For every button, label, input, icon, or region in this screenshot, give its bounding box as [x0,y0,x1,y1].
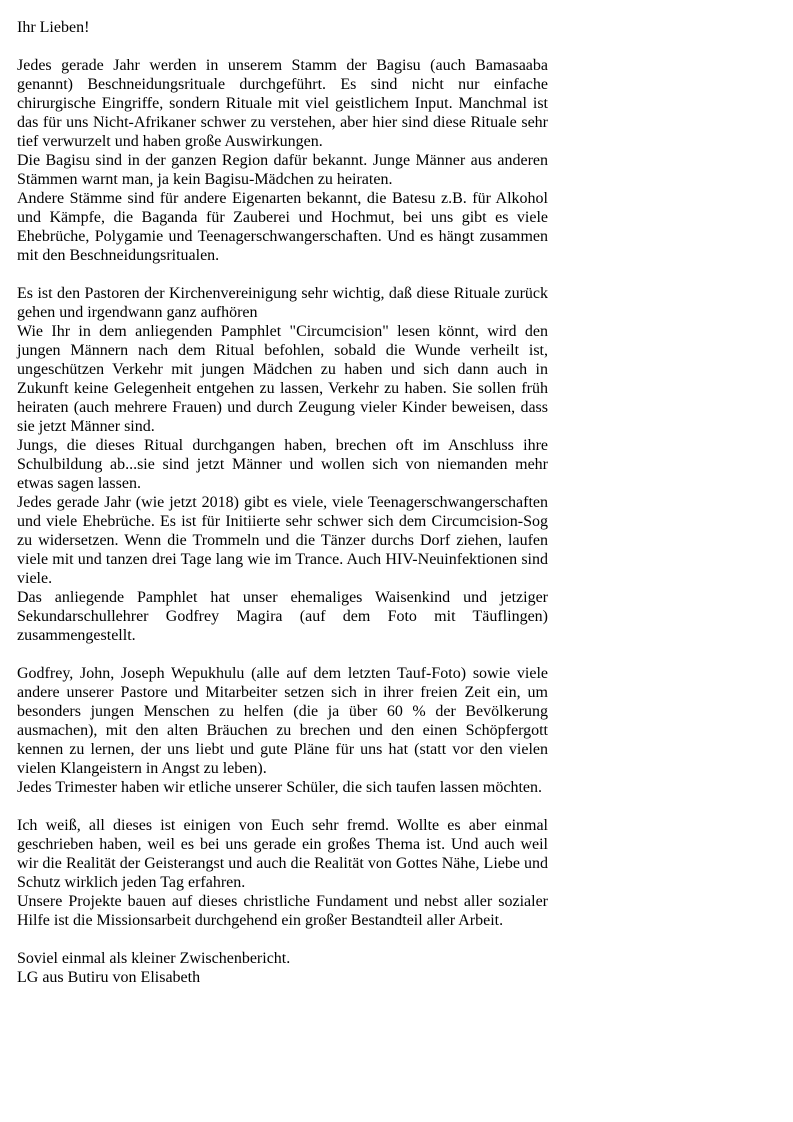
paragraph-reflection: Ich weiß, all dieses ist einigen von Euch sehr fremd. Wollte es aber einmal geschrieben haben, weil es bei uns gerade ein großes Thema ist. Und auch weil wir die Realität der Geisterangst und auch die Realität von Gottes Nähe, Liebe und Schutz wirklich jeden Tag erfahren. [17,817,548,891]
block-closing [17,949,548,987]
paragraph-bagisu-reputation: Die Bagisu sind in der ganzen Region dafür bekannt. Junge Männer aus anderen Stämmen warnt man, ja kein Bagisu-Mädchen zu heiraten. [17,152,548,188]
closing-line: Soviel einmal als kleiner Zwischenbericht. [17,950,291,967]
paragraph-mission-foundation: Unsere Projekte bauen auf dieses christliche Fundament und nebst aller sozialer Hilfe ist die Missionsarbeit durchgehend ein großer Bestandteil aller Arbeit. [17,893,548,929]
paragraph-rituals-intro: Jedes gerade Jahr werden in unserem Stamm der Bagisu (auch Bamasaaba genannt) Beschneidungsrituale durchgeführt. Es sind nicht nur einfache chirurgische Eingriffe, sondern Rituale mit viel geistlichem Input. Manchmal ist das für uns Nicht-Afrikaner schwer zu verstehen, aber hier sind diese Rituale sehr tief verwurzelt und haben große Auswirkungen. [17,57,548,150]
block-reflection [17,816,548,930]
block-coworkers [17,664,548,797]
block-greeting [17,18,548,37]
paragraph-coworkers: Godfrey, John, Joseph Wepukhulu (alle auf dem letzten Tauf-Foto) sowie viele andere unserer Pastore und Mitarbeiter setzen sich in ihrer freien Zeit ein, um besonders jungen Menschen zu helfen (die ja über 60 % der Bevölkerung ausmachen), mit den alten Bräuchen zu brechen und den einen Schöpfergott kennen zu lernen, der uns liebt und gute Pläne für uns hat (statt vor den vielen vielen Klangeistern in Angst zu leben). [17,665,548,777]
greeting: Ihr Lieben! [17,19,90,36]
block-intro-bagisu [17,56,548,265]
block-rituals-details [17,284,548,645]
paragraph-pamphlet-circumcision: Wie Ihr in dem anliegenden Pamphlet "Circumcision" lesen könnt, wird den jungen Männern nach dem Ritual befohlen, sobald die Wunde verheilt ist, ungeschützen Verkehr mit jungen Mädchen zu haben und sich dann auch in Zukunft keine Gelegenheit entgehen zu lassen, Verkehr zu haben. Sie sollen früh heiraten (auch mehrere Frauen) und durch Zeugung vieler Kinder beweisen, dass sie jetzt Männer sind. [17,323,548,435]
paragraph-pamphlet-author: Das anliegende Pamphlet hat unser ehemaliges Waisenkind und jetziger Sekundarschullehrer Godfrey Magira (auf dem Foto mit Täuflingen) zusammengestellt. [17,589,548,644]
letter-content [17,18,548,987]
paragraph-baptisms: Jedes Trimester haben wir etliche unserer Schüler, die sich taufen lassen möchten. [17,779,542,796]
paragraph-school-dropout: Jungs, die dieses Ritual durchgangen haben, brechen oft im Anschluss ihre Schulbildung ab...sie sind jetzt Männer und wollen sich von niemanden mehr etwas sagen lassen. [17,437,548,492]
paragraph-even-years: Jedes gerade Jahr (wie jetzt 2018) gibt es viele, viele Teenagerschwangerschaften und viele Ehebrüche. Es ist für Initiierte sehr schwer sich dem Circumcision-Sog zu widersetzen. Wenn die Trommeln und die Tänzer durchs Dorf ziehen, laufen viele mit und tanzen drei Tage lang wie im Trance. Auch HIV-Neuinfektionen sind viele. [17,494,548,587]
paragraph-pastors-wish: Es ist den Pastoren der Kirchenvereinigung sehr wichtig, daß diese Rituale zurück gehen und irgendwann ganz aufhören [17,285,548,321]
paragraph-other-tribes: Andere Stämme sind für andere Eigenarten bekannt, die Batesu z.B. für Alkohol und Kämpfe, die Baganda für Zauberei und Hochmut, bei uns gibt es viele Ehebrüche, Polygamie und Teenagerschwangerschaften. Und es hängt zusammen mit den Beschneidungsritualen. [17,190,548,264]
signature: LG aus Butiru von Elisabeth [17,969,201,986]
